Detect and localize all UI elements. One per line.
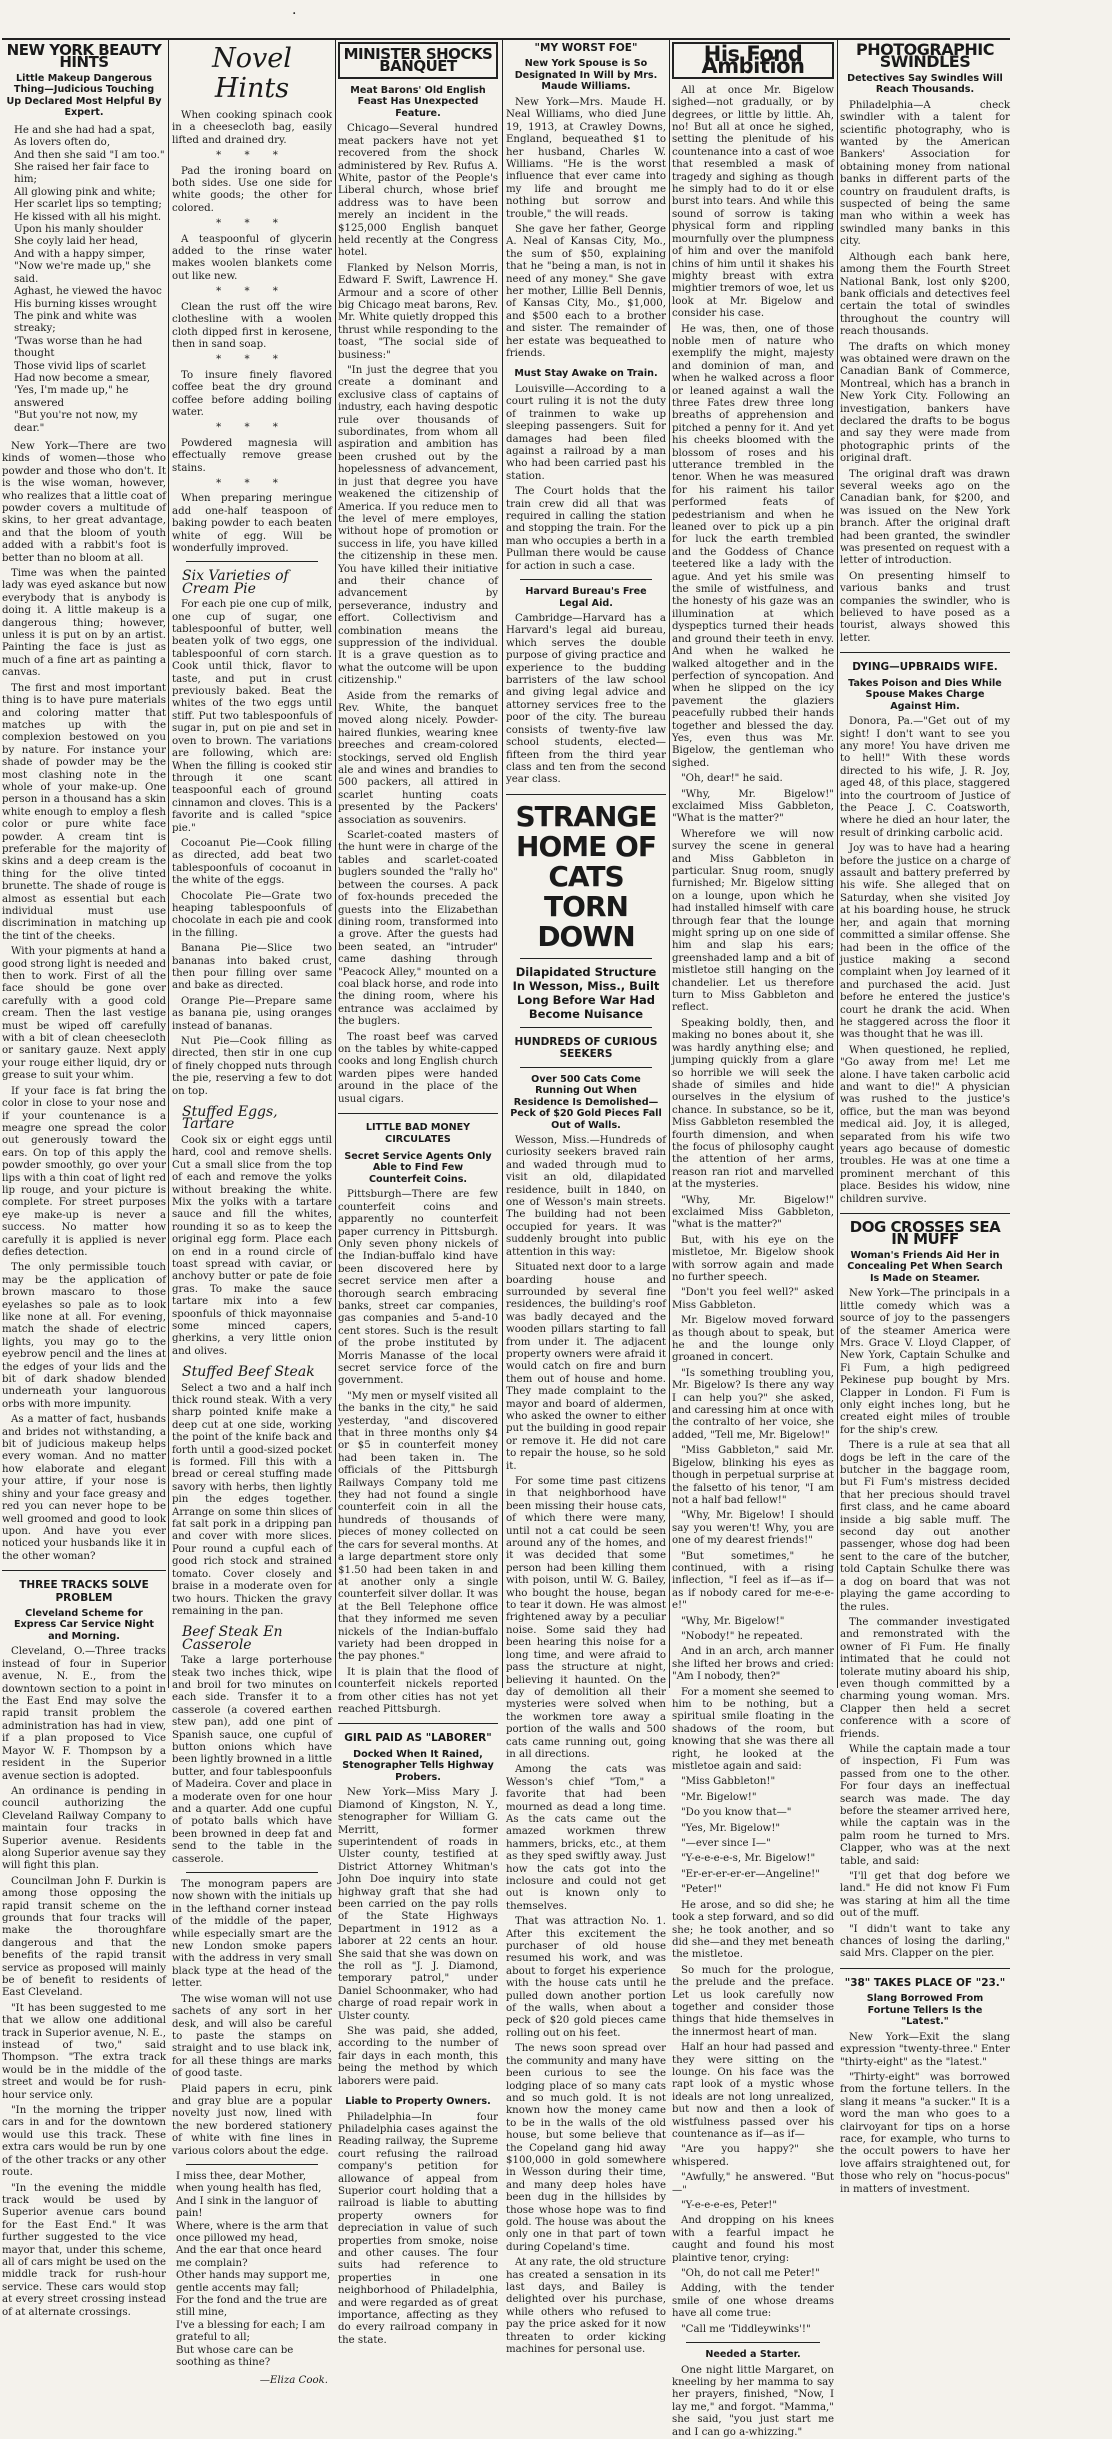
headline-curious-seekers: HUNDREDS OF CURIOUS SEEKERS: [514, 1035, 658, 1061]
story-paragraph: "Mr. Bigelow!": [681, 1791, 757, 1803]
article-paragraph: Among the cats was Wesson's chief "Tom," a favorite that had been mourned as dead a long time. As the cats came out the amazed workmen threw hammers, bricks, etc., at them as they sped swiftly away. Just how the cats got into the inclosure and could not get out is known only to themselves.: [506, 1764, 666, 1912]
article-paragraph: As a matter of fact, husbands and brides not withstanding, a bit of judicious makeup helps every woman. And no matter how elaborate and elegant your attire, if your nose is shiny and your face greasy and red you can never hope to be well groomed and good to look upon. And have you ever noticed your husbands like it in the other woman?: [2, 1414, 166, 1562]
article-paragraph: She was paid, she added, according to the number of fair days in each month, this being the method by which laborers were paid.: [338, 2026, 498, 2087]
column-3: [338, 40, 498, 2346]
poem-line: But whose care can be soothing as thine?: [176, 2344, 294, 2369]
recipe-paragraph: Orange Pie—Prepare same as banana pie, using oranges instead of bananas.: [172, 995, 332, 1032]
section-rule: [520, 1067, 652, 1068]
stationery-paragraph: The monogram papers are now shown with the initials up in the lefthand corner instead of the middle of the paper, while especially smart are the new London smoke papers with the address in very small black type at the head of the letter.: [172, 1879, 332, 1990]
section-rule: [338, 1113, 498, 1114]
hint-item: Clean the rust off the wire clothesline with a woolen cloth dipped first in kerosene, then in sand soap.: [172, 301, 332, 350]
headline-casserole: Beef Steak En Casserole: [182, 1624, 283, 1653]
beauty-poem: [2, 125, 166, 435]
article-paragraph: New York—There are two kinds of women—those who powder and those who don't. It is the wise woman, however, who realizes that a little coat of powder covers a multitude of skins, to her great advantage, and that the bloom of youth added with a rabbit's foot is better than no bloom at all.: [2, 440, 166, 564]
recipe-paragraph: Cook six or eight eggs until hard, cool and remove shells. Cut a small slice from the top of each and remove the yolks without breaking the white. Mix the yolks with a tartare sauce and fill the whites, rounding it so as to keep the original egg form. Place each on end in a round circle of toast spread with caviar, or anchovy butter or pate de foie gras. To make the sauce tartare mix into a few spoonfuls of thick mayonnaise some minced capers, gherkins, a very little onion and olives.: [172, 1134, 332, 1357]
section-rule: [186, 2164, 318, 2165]
story-paragraph: "Do you know that—": [681, 1807, 792, 1819]
column-1: [2, 40, 166, 2318]
section-rule: [840, 1968, 1010, 1969]
stationery-paragraph: The wise woman will not use sachets of any sort in her desk, and will also be careful to paste the stamps on straight and to use black ink, for all these things are marks of good taste.: [172, 1993, 332, 2080]
section-rule: [338, 1723, 498, 1724]
story-paragraph: "Peter!": [681, 1884, 722, 1896]
hint-item: To insure finely flavored coffee beat the dry ground coffee before adding boiling water.: [172, 369, 332, 418]
poem-line: Her scarlet lips so tempting;: [14, 199, 162, 211]
article-paragraph: Scarlet-coated masters of the hunt were in charge of the tables and scarlet-coated buglers sounded the "rally ho" between the courses. A pack of fox-hounds preceded the guests into the Elizabethan dining room, transformed into a grove. After the guests had been seated, an "intruder" came dashing through "Peacock Alley," mounted on a coal black horse, and rode into the dining room, where his entrance was acclaimed by the buglers.: [338, 830, 498, 1028]
poem-line: She raised her fair face to him;: [14, 162, 149, 186]
article-paragraph: Aside from the remarks of Rev. White, the banquet moved along nicely. Powder-haired flunkies, wearing knee breeches and cream-colored stockings, served old English ale and wines and brandies to 500 packers, all attired in scarlet hunting coats presented by the Packers' association as souvenirs.: [338, 690, 498, 826]
star-divider: * * *: [216, 286, 288, 298]
article-paragraph: New York—Miss Mary J. Diamond of Kingston, N. Y., stenographer for William G. Merritt, former superintendent of roads in Ulster county, testified at District Attorney Whitman's John Doe inquiry into state highway graft that she had been carried on the pay rolls of the State Highways Department in 1912 as a laborer at 22 cents an hour. She said that she was down on the roll as "J. J. Diamond, temporary patrol," under Daniel Schoonmaker, who had charge of road repair work in Ulster county.: [338, 1787, 498, 2022]
poem-line: Those vivid lips of scarlet: [14, 360, 146, 372]
article-paragraph: Donora, Pa.—"Get out of my sight! I don't want to see you any more! You have driven me to hell!" With these words directed to his wife, J. R. Joy, aged 48, of this place, staggered into the courtroom of Justice of the Peace J. C. Coatsworth, where he died an hour later, the result of drinking carbolic acid.: [840, 716, 1010, 839]
star-divider: * * *: [216, 218, 288, 230]
story-paragraph: "Y-e-e-e-es, Peter!": [681, 2200, 778, 2212]
stationery-paragraph: Plaid papers in ecru, pink and gray blue are a popular novelty just now, lined with the new bordered stationery of white with fine lines in various colors about the edge.: [172, 2083, 332, 2157]
article-paragraph: The drafts on which money was obtained were drawn on the Canadian Bank of Commerce, Montreal, which has a branch in New York City. Following an investigation, bankers have declared the drafts to be bogus and say they were made from photographic prints of the original draft.: [840, 341, 1010, 465]
story-paragraph: Adding, with the tender smile of one whose dreams have all come true:: [672, 2283, 834, 2320]
deck-slang: Slang Borrowed From Fortune Tellers Is the "Latest.": [866, 1993, 984, 2028]
section-rule: [840, 1213, 1010, 1214]
poem-line: Other hands may support me, gentle accents may fall;: [176, 2270, 331, 2294]
article-paragraph: Pittsburgh—There are few counterfeit coins and apparently no counterfeit paper currency in Pittsburgh. Only seven phony nickels of the Indian-buffalo kind have been discovered here by secret service men after a thorough search embracing banks, street car companies, gas companies and 5-and-10 cent stores. Such is the result of the probe instituted by Morris Manasse of the local secret service force of the government.: [338, 1189, 498, 1387]
story-paragraph: So much for the prologue, the prelude and the preface. Let us look carefully now together and consider those things that hide themselves in the innermost heart of man.: [672, 1964, 834, 2038]
recipe-paragraph: Chocolate Pie—Grate two heaping tablespoonfuls of chocolate in each pie and cook in the filling.: [172, 890, 332, 939]
hint-item: Powdered magnesia will effectually remove grease stains.: [172, 437, 332, 474]
recipe-paragraph: Cocoanut Pie—Cook filling as directed, add beat two tablespoonfuls of cocoanut in the white of the eggs.: [172, 837, 332, 887]
column-6: [840, 40, 1010, 2195]
story-paragraph: "Oh, dear!" he said.: [681, 773, 783, 785]
headline-box: [672, 42, 834, 79]
article-paragraph: Philadelphia—In four Philadelphia cases against the Reading railway, the Supreme court refusing the railroad company's petition for allowance of appeal from Superior court holding that a railroad is liable to abutting property owners for depreciation in value of such properties from smoke, noise and other causes. The four suits had reference to properties in one neighborhood of Philadelphia, and were regarded as of great importance, affecting as they do every railroad company in the state.: [338, 2111, 498, 2346]
story-paragraph: "Miss Gabbleton!": [681, 1776, 776, 1788]
article-paragraph: The original draft was drawn several weeks ago on the Canadian bank, for $200, and was issued on the New York branch. After the original draft had been granted, the swindler was presented on request with a letter of introduction.: [840, 468, 1010, 567]
story-paragraph: Speaking boldly, then, and making no bones about it, she was hardly anything else; and jumping quickly from a glare so horrible we will seek the shade of similes and hide ourselves in the elysium of chance. In substance, so be it, Miss Gabbleton resembled the fourth dimension, and when the focus of philosophy caught the attention of her arms, reason ran riot and marvelled at the mysteries.: [672, 1017, 834, 1191]
story-paragraph: For a moment she seemed to him to be nothing, but a spiritual smile floating in the shadows of the room, but knowing that she was there all right, he looked at the mistletoe again and said:: [672, 1686, 834, 1773]
headline-stuffed-beef-steak: Stuffed Beef Steak: [182, 1364, 315, 1381]
section-rule: [186, 561, 318, 562]
deck-cats: Over 500 Cats Come Running Out When Residence Is Demolished—Peck of $20 Gold Pieces Fall Out of Walls.: [510, 1073, 662, 1131]
article-paragraph: She gave her father, George A. Neal of Kansas City, Mo., the sum of $50, explaining that he "being a man, is not in need of any money." She gave her mother, Lillie Bell Dennis, of Kansas City, Mo., $1,000, and $500 each to a brother and sister. The remainder of her estate was bequeathed to friends.: [506, 223, 666, 360]
poem-line: His burning kisses wrought: [14, 298, 157, 310]
poem-line: Upon his manly shoulder: [14, 224, 144, 236]
story-paragraph: "Why, Mr. Bigelow!" exclaimed Miss Gabbleton, "what is the matter?": [672, 1194, 834, 1231]
article-paragraph: New York—Mrs. Maude H. Neal Williams, who died June 19, 1913, at Crawley Downs, England, bequeathed $1 to her husband, Charles W. Williams. "He is the worst influence that ever came into my life and brought me nothing but sorrow and trouble," the will reads.: [506, 96, 666, 220]
deck-dog: Woman's Friends Aid Her in Concealing Pet When Search Is Made on Steamer.: [847, 1249, 1003, 1284]
recipe-paragraph: Select a two and a half inch thick round steak. With a very sharp pointed knife make a deep cut at one side, working the point of the knife back and forth until a good-sized pocket is formed. Fill this with a bread or cereal stuffing made savory with herbs, then lightly pin the edges together. Arrange on some thin slices of fat salt pork in a dripping pan and cover with more slices. Pour round a cupful each of good rich stock and strained tomato. Cover closely and braise in a moderate oven for two hours. Thicken the gravy remaining in the pan.: [172, 1382, 332, 1617]
story-paragraph: "Is something troubling you, Mr. Bigelow? Is there any way I can help you?" she asked, and caressing him at once with the contralto of her voice, she added, "Tell me, Mr. Bigelow!": [672, 1367, 834, 1441]
article-paragraph: An ordinance is pending in council authorizing the Cleveland Railway Company to maintain four tracks in Superior avenue. Residents along Superior avenue say they will fight this plan.: [2, 1785, 166, 1872]
story-paragraph: "Call me 'Tiddleywinks'!": [681, 2323, 811, 2335]
article-paragraph: "In just the degree that you create a dominant and exclusive class of captains of industry, each having despotic rule over thousands of subordinates, from whom all aspiration and ambition has been crushed out by the hopelessness of advancement, in just that degree you have weakened the citizenship of America. If you reduce men to the level of mere employes, without hope of promotion or success in life, you have killed the citizenship in these men. You have killed their initiative and their chance of advancement by perseverance, industry and effort. Collectivism and combination means the suppression of the individual. It is a grave question as to what the outcome will be upon citizenship.": [338, 365, 498, 687]
column-4: [506, 40, 666, 2356]
poem-line: Had now become a smear,: [14, 372, 150, 384]
section-rule: [520, 1027, 652, 1028]
story-paragraph: "—ever since I—": [681, 1838, 771, 1850]
headline-beauty-hints: NEW YORK BEAUTY HINTS: [6, 41, 162, 72]
poem-line: The pink and white was streaky;: [14, 310, 137, 335]
recipe-paragraph: Banana Pie—Slice two bananas into baked crust, then pour filling over same and bake as directed.: [172, 943, 332, 992]
story-paragraph: "Miss Gabbleton," said Mr. Bigelow, blinking his eyes as though in perpetual surprise at the falsetto of his tenor, "I am not a half bad fellow!": [672, 1445, 834, 1506]
column-divider: [837, 40, 838, 1688]
deck-three-tracks: Cleveland Scheme for Express Car Service Night and Morning.: [13, 1607, 155, 1642]
deck-worst-foe: New York Spouse is So Designated In Will by Mrs. Maude Williams.: [514, 58, 658, 93]
headline-38-takes-place: "38" TAKES PLACE OF "23.": [844, 1976, 1006, 1989]
deck-beauty-hints: Little Makeup Dangerous Thing—Judicious Touching Up Declared Most Helpful By Expert.: [6, 72, 162, 119]
article-paragraph: "In the morning the tripper cars in and for the downtown would use this track. These extra cars would be run by one of the other tracks or any other route.: [2, 2105, 166, 2179]
story-paragraph: Half an hour had passed and they were sitting on the lounge. On his face was the rapt look of a mystic whose ideals are not long unrealized, but now and then a look of wistfulness passed over his countenance as if—as if—: [672, 2042, 834, 2140]
article-paragraph: While the captain made a tour of inspection, Fi Fum was passed from one to the other. For four days an ineffectual search was made. The day before the steamer arrived here, while the captain was in the palm room he turned to Mrs. Clapper, who was at the next table, and said:: [840, 1743, 1010, 1867]
subhead-stay-awake: Must Stay Awake on Train.: [514, 368, 658, 380]
story-paragraph: "Why, Mr. Bigelow! I should say you weren't! Why, you are one of my dearest friends!": [672, 1510, 834, 1547]
poem-line: She coyly laid her head,: [14, 236, 139, 248]
article-paragraph: The first and most important thing is to have pure materials and coloring matter that matches up with the complexion bestowed on you by nature. For instance your shade of powder may be the most clashing note in the whole of your make-up. One person in a thousand has a skin white enough to employ a flesh color or pure white face powder. A cream tint is preferable for the majority of skins and a deep cream is the thing for the olive tinted brunette. The shade of rouge is almost as essential but each individual must use discrimination in matching up the tint of the cheeks.: [2, 682, 166, 942]
story-paragraph: "Why, Mr. Bigelow!": [681, 1615, 785, 1627]
article-paragraph: Cambridge—Harvard has a Harvard's legal aid bureau, which serves the double purpose of giving practice and experience to the budding barristers of the law school and giving legal advice and attorney services free to the poor of the city. The bureau consists of twenty-five law school students, elected—fifteen from the third year class and ten from the second year class.: [506, 613, 666, 786]
recipe-paragraph: Nut Pie—Cook filling as directed, then stir in one cup of finely chopped nuts through the pie, reserving a few to dot on top.: [172, 1036, 332, 1097]
column-2: [172, 40, 332, 2387]
poem-line: 'Twas worse than he had thought: [14, 335, 143, 360]
article-paragraph: There is a rule at sea that all dogs be left in the care of the butcher in the baggage room, but Fi Fum's mistress decided that her precious should travel first class, and he came aboard inside a big sable muff. The second day out another passenger, whose dog had been sent to the care of the butcher, told Captain Schulke there was a dog on board that was not playing the game according to the rules.: [840, 1440, 1010, 1613]
article-paragraph: Joy was to have had a hearing before the justice on a charge of assault and battery preferred by his wife. She alleged that on Saturday, when she visited Joy at his boarding house, he struck her, and again that morning committed a similar offense. She had been in the office of the justice making a second complaint when Joy learned of it and purchased the acid. Just before he entered the justice's court he drank the acid. When he staggered across the floor it was thought that he was ill.: [840, 843, 1010, 1041]
story-paragraph: And dropping on his knees with a fearful impact he caught and found his most plaintive tenor, crying:: [672, 2215, 834, 2264]
star-divider: * * *: [216, 150, 288, 162]
headline-novel-hints: Novel Hints: [212, 43, 292, 104]
article-paragraph: Situated next door to a large boarding house and surrounded by several fine residences, the building's roof was badly decayed and the wooden pillars starting to fall from under it. The adjacent property owners were afraid it would catch on fire and burn them out of house and home. They made complaint to the mayor and board of aldermen, who asked the owner to either put the building in good repair or remove it. He did not care to repair the house, so he sold it.: [506, 1262, 666, 1472]
deck-bad-money: Secret Service Agents Only Able to Find Few Counterfeit Coins.: [344, 1150, 492, 1185]
article-paragraph: Councilman John F. Durkin is among those opposing the rapid transit scheme on the grounds that four tracks will make the thoroughfare dangerous and that the benefits of the rapid transit service as proposed will mainly be of benefit to residents of East Cleveland.: [2, 1875, 166, 1999]
headline-photographic-swindles: PHOTOGRAPHIC SWINDLES: [856, 40, 994, 72]
hint-item: Pad the ironing board on both sides. Use one side for white goods; the other for colored.: [172, 165, 332, 214]
article-paragraph: "I'll get that dog before we land." He did not know Fi Fum was staring at him all the time out of the muff.: [840, 1871, 1010, 1920]
subhead-harvard: Harvard Bureau's Free Legal Aid.: [525, 586, 647, 609]
article-paragraph: Although each bank here, among them the Fourth Street National Bank, lost only $200, bank officials and detectives feel certain the total of swindles throughout the country will reach thousands.: [840, 251, 1010, 338]
article-paragraph: "It has been suggested to me that we allow one additional track in Superior avenue, N. E., instead of two," said Thompson. "The extra track would be in the middle of the street and would be for rush-hour service only.: [2, 2002, 166, 2101]
article-paragraph: The Court holds that the train crew did all that was required in calling the station and stopping the train. For the man who occupies a berth in a Pullman there would be cause for action in such a case.: [506, 486, 666, 572]
poem-line: All glowing pink and white;: [14, 186, 156, 198]
poem-line: Where, where is the arm that once pillowed my head,: [176, 2220, 329, 2244]
column-divider: [168, 40, 169, 1688]
deck-girl-paid: Docked When It Rained, Stenographer Tells Highway Probers.: [342, 1748, 494, 1783]
headline-strange-home-of-cats: STRANGE HOME OF CATS TORN DOWN: [515, 799, 657, 953]
section-rule: [840, 652, 1010, 653]
section-rule: [506, 794, 666, 795]
headline-worst-foe: "MY WORST FOE": [534, 42, 638, 54]
headline-dying-upbraids-wife: DYING—UPBRAIDS WIFE.: [852, 661, 998, 674]
article-paragraph: "In the evening the middle track would be used by Superior avenue cars bound for the East End." It was further suggested to the vice mayor that, under this scheme, all of cars might be used on the middle track for rush-hour service. These cars would stop at every street crossing instead of at alternate crossings.: [2, 2182, 166, 2318]
poem-line: He kissed with all his might.: [14, 211, 162, 223]
star-divider: * * *: [216, 422, 288, 434]
poem-line: And I sink in the languor of pain!: [176, 2195, 318, 2220]
article-paragraph: One night little Margaret, on kneeling by her mamma to say her prayers, finished, "Now, I lay me," and forgot. "Mamma," she said, "you just start me and I can go a-whizzing.": [672, 2364, 834, 2438]
story-paragraph: He arose, and so did she; he took a step forward, and so did she; he took another, and so did she—and they met beneath the mistletoe.: [672, 1899, 834, 1961]
story-paragraph: "Why, Mr. Bigelow!" exclaimed Miss Gabbleton, "What is the matter?": [672, 788, 834, 825]
story-paragraph: "Yes, Mr. Bigelow!": [681, 1822, 781, 1834]
recipe-paragraph: Take a large porterhouse steak two inches thick, wipe and broil for two minutes on each side. Transfer it to a casserole (a covered earthen stew pan), add one pint of Spanish sauce, one cupful of button onions which have been lightly browned in a little butter, and four tablespoonfuls of Madeira. Cover and place in a moderate oven for one hour and a quarter. Add one cupful of potato balls which have been browned in deep fat and send to the table in the casserole.: [172, 1655, 332, 1865]
column-divider: [502, 40, 503, 1688]
deck-dilapidated: Dilapidated Structure In Wesson, Miss., Built Long Before War Had Become Nuisance: [512, 964, 660, 1021]
headline-three-tracks: THREE TRACKS SOLVE PROBLEM: [19, 1579, 149, 1604]
section-rule: [2, 1570, 166, 1571]
article-paragraph: On presenting himself to various banks and trust companies the swindler, who is believed to have posed as a tourist, always showed this letter.: [840, 570, 1010, 644]
headline-stuffed-eggs: Stuffed Eggs, Tartare: [182, 1104, 278, 1133]
subhead-liable: Liable to Property Owners.: [345, 2096, 491, 2108]
headline-girl-paid: GIRL PAID AS "LABORER": [344, 1732, 492, 1745]
poem-line: And the ear that once heard me complain?: [176, 2245, 322, 2269]
hint-item: When preparing meringue add one-half teaspoon of baking powder to each beaten white of egg. Will be wonderfully improved.: [172, 493, 332, 554]
poem-line: "But you're not now, my dear.": [14, 410, 138, 434]
hint-item: When cooking spinach cook in a cheesecloth bag, easily lifted and drained dry.: [172, 110, 332, 146]
hint-item: A teaspoonful of glycerin added to the rinse water makes woolen blankets come out like new.: [172, 233, 332, 282]
poem-signature: —Eliza Cook.: [259, 2375, 328, 2387]
poem-line: 'Yes, I'm made up," he answered: [14, 385, 129, 409]
story-paragraph: "Er-er-er-er-er—Angeline!": [681, 1868, 820, 1880]
column-divider: [335, 40, 336, 1688]
headline-his-fond-ambition: His Fond Ambition: [701, 42, 805, 79]
article-paragraph: Cleveland, O.—Three tracks instead of four in Superior avenue, N. E., from the downtown section to a point in the East End may solve the rapid transit problem the administration has had in view, if a plan proposed to Vice Mayor W. F. Thompson by a resident in the Superior avenue section is adopted.: [2, 1646, 166, 1782]
story-paragraph: But, with his eye on the mistletoe, Mr. Bigelow shook with sorrow again and made no further speech.: [672, 1234, 834, 1283]
story-paragraph: He was, then, one of those noble men of nature who exemplify the might, majesty and dominion of man, and when he walked across a floor or leaned against a wall the three Fates drew three long breaths of apprehension and pitched a penny for it. And yet his cheeks bloomed with the blossom of roses and his utterance trembled in the tenor. When he was measured for his raiment his tailor performed feats of pedestrianism and when he leaned over to pick up a pin for luck the earth trembled and the Goddess of Chance teetered like a lady with the ague. And yet his smile was the smile of wistfulness, and the honesty of his gaze was an illumination at which dyspeptics turned their heads and ground their teeth in envy. And when he walked he walked altogether and in the perfection of syncopation. And when he slipped on the icy pavement the glaziers peacefully rubbed their hands together and blessed the day. Yes, even thus was Mr. Bigelow, the gentleman who sighed.: [672, 323, 834, 769]
article-paragraph: Louisville—According to a court ruling it is not the duty of trainmen to wake up sleeping passengers. Suit for damages had been filed against a railroad by a man who had been carried past his station.: [506, 383, 666, 482]
article-paragraph: If your face is fat bring the color in close to your nose and if your countenance is a meagre one spread the color out generously toward the ears. On top of this apply the powder smoothly, go over your lips with a thin coat of light red lip rouge, and your picture is complete. For street purposes eye make-up is never a success. No matter how carefully it is applied is never defies detection.: [2, 1085, 166, 1258]
story-paragraph: "Awfully," he answered. "But—": [672, 2172, 834, 2196]
section-rule: [520, 958, 652, 959]
column-5: [672, 40, 834, 2438]
story-paragraph: "Don't you feel well?" asked Miss Gabbleton.: [672, 1287, 834, 1311]
article-paragraph: The only permissible touch may be the application of brown mascaro to those eyelashes so pale as to look like none at all. For evening, match the shade of electric lights, you may go to the eyebrow pencil and the lines at the edges of your lids and the bit of dark shadow blended underneath your languorous orbs with more impunity.: [2, 1262, 166, 1410]
print-speck: ·: [292, 6, 297, 22]
article-paragraph: New York—Exit the slang expression "twenty-three." Enter "thirty-eight" as the "latest.": [840, 2031, 1010, 2068]
article-paragraph: For some time past citizens in that neighborhood have been missing their house cats, of which there were many, until not a cat could be seen around any of the homes, and it was decided that some person had been killing them with poison, until W. G. Bailey, who bought the house, began to tear it down. He was almost frightened away by a peculiar noise. Some said they had been hearing this noise for a long time, and were afraid to pass the structure at night, believing it haunted. On the day of demolition all their mysteries were solved when the workmen tore away a portion of the walls and 500 cats came running out, going in all directions.: [506, 1476, 666, 1760]
article-paragraph: "Thirty-eight" was borrowed from the fortune tellers. In the slang it means "a sucker." It is a word the man who goes to a clairvoyant for tips on a horse race, for example, who turns to the occult powers to have her love affairs straightened out, for those who rely on "hocus-pocus" in matters of investment.: [840, 2072, 1010, 2195]
story-paragraph: "Are you happy?" she whispered.: [672, 2144, 834, 2168]
article-paragraph: The news soon spread over the community and many have been curious to see the lodging place of so many cats and so much gold. It is not known how the money came to be in the walls of the old house, but some believe that the Copeland gang hid away $100,000 in gold somewhere in Wesson during their time, and many deep holes have been dug in the hillsides by those whose hope was to find gold. The house was about the only one in that part of town during Copeland's time.: [506, 2043, 666, 2253]
poem-line: He and she had had a spat,: [14, 124, 155, 136]
deck-dying: Takes Poison and Dies While Spouse Makes Charge Against Him.: [848, 677, 1002, 712]
headline-bad-money: LITTLE BAD MONEY CIRCULATES: [365, 1122, 471, 1146]
column-divider: [669, 40, 670, 1688]
headline-box: [338, 42, 498, 79]
article-paragraph: "My men or myself visited all the banks in the city," he said yesterday, "and discovered that in three months only $4 or $5 in counterfeit money had been taken in. The officials of the Pittsburgh Railways Company told me they had not found a single counterfeit coin in all the hundreds of thousands of pieces of money collected on the cars for several months. At a large department store only $1.50 had been taken in and at another only a single counterfeit silver dollar. It was at the Bell Telephone office that they informed me seven nickels of the Indian-buffalo variety had been dropped in the pay phones.": [338, 1390, 498, 1663]
article-paragraph: When questioned, he replied, "Go away from me! Let me alone. I have taken carbolic acid and want to die!" A physician was rushed to the justice's office, but the man was beyond medical aid. Joy, it is alleged, separated from his wife two years ago because of domestic troubles. He was at one time a prominent merchant of this place. Besides his widow, nine children survive.: [840, 1044, 1010, 1205]
story-paragraph: "But sometimes," he continued, with a rising inflection, "I feel as if—as if—as if nobody cared for me-e-e-e!": [672, 1550, 834, 1612]
article-paragraph: "I didn't want to take any chances of losing the darling," said Mrs. Clapper on the pier.: [840, 1923, 1010, 1960]
poem-line: As lovers often do,: [14, 137, 111, 149]
article-paragraph: Flanked by Nelson Morris, Edward F. Swift, Lawrence H. Armour and a score of other big Chicago meat barons, Rev. Mr. White quietly dropped this thrust while responding to the toast, "The social side of business:": [338, 262, 498, 361]
article-paragraph: With your pigments at hand a good strong light is needed and then to work. First of all the face should be gone over carefully with a good cold cream. Then the last vestige must be wiped off carefully with a bit of clean cheesecloth or sanitary gauze. Next apply your rouge either liquid, dry or grease to suit your whim.: [2, 946, 166, 1082]
mother-poem: [172, 2171, 332, 2370]
poem-line: I miss thee, dear Mother, when young health has fled,: [176, 2170, 322, 2195]
star-divider: * * *: [216, 477, 288, 489]
headline-minister-shocks-banquet: MINISTER SHOCKS BANQUET: [343, 45, 493, 76]
article-paragraph: At any rate, the old structure has created a sensation in its last days, and Bailey is delighted over his purchase, while others who refused to pay the price asked for it now threaten to order kicking machines for personal use.: [506, 2257, 666, 2356]
subhead-needed-starter: Needed a Starter.: [705, 2349, 801, 2361]
story-paragraph: "Y-e-e-e-e-s, Mr. Bigelow!": [681, 1853, 816, 1865]
story-paragraph: "Nobody!" he repeated.: [681, 1630, 803, 1642]
section-rule: [186, 1872, 318, 1873]
poem-line: I've a blessing for each; I am grateful to all;: [176, 2319, 326, 2344]
deck-swindles: Detectives Say Swindles Will Reach Thousands.: [847, 72, 1003, 96]
star-divider: * * *: [216, 354, 288, 366]
poem-line: "Now we're made up," she said.: [14, 261, 151, 285]
story-paragraph: "Oh, do not call me Peter!": [681, 2268, 820, 2280]
recipe-paragraph: For each pie one cup of milk, one cup of sugar, one tablespoonful of butter, well beaten yolk of two eggs, one tablespoonful of corn starch. Cook until thick, flavor to taste, and put in crust previously baked. Beat the whites of the two eggs until stiff. Put two tablespoonfuls of sugar in, put on pie and set in oven to brown. The variations are following, which are: When the filling is cooked stir through it one scant teaspoonful each of ground cinnamon and cloves. This is a favorite and is called "spice pie.": [172, 599, 332, 834]
story-paragraph: Mr. Bigelow moved forward as though about to speak, but he and the lounge only groaned in concert.: [672, 1315, 834, 1364]
article-paragraph: The commander investigated and remonstrated with the owner of Fi Fum. He finally intimated that he could not tolerate mutiny aboard his ship, even though committed by a charming young woman. Mrs. Clapper then held a secret conference with a score of friends.: [840, 1616, 1010, 1740]
poem-line: And then she said "I am too.": [14, 149, 165, 161]
headline-cream-pie: Six Varieties of Cream Pie: [182, 568, 289, 597]
article-paragraph: Philadelphia—A check swindler with a talent for scientific photography, who is wanted by the American Bankers' Association for obtaining money from national banks in different parts of the country on fraudulent drafts, is suspected of being the same man who within a week has swindled many banks in this city.: [840, 99, 1010, 248]
headline-dog-crosses-sea: DOG CROSSES SEA IN MUFF: [849, 1218, 1001, 1249]
story-paragraph: Wherefore we will now survey the scene in general and Miss Gabbleton in particular. Snug room, snugly furnished; Mr. Bigelow sitting on a lounge, upon which he had installed himself with care through fear that the lounge might spring up on one side of him and slap his ears; greenshaded lamp and a bit of mistletoe still hanging on the chandelier. Let us therefore turn to Miss Gabbleton and reflect.: [672, 828, 834, 1014]
article-paragraph: That was attraction No. 1. After this excitement the purchaser of old house resumed his work, and was about to forget his experience with the house cats until he pulled down another portion of the walls, when about a peck of $20 gold pieces came rolling out on his feet.: [506, 1916, 666, 2039]
article-paragraph: The roast beef was carved on the tables by white-capped cooks and long English church warden pipes were handed around in the place of the usual cigars.: [338, 1031, 498, 1105]
article-paragraph: Wesson, Miss.—Hundreds of curiosity seekers braved rain and waded through mud to visit an old, dilapidated residence, built in 1840, on one of Wesson's main streets. The building had not been occupied for years. It was suddenly brought into public attention in this way:: [506, 1135, 666, 1258]
poem-line: For the fond and the true are still mine,: [176, 2295, 327, 2319]
section-rule: [520, 579, 652, 580]
story-paragraph: And in an arch, arch manner she lifted her brows and cried: "Am I nobody, then?": [672, 1646, 834, 1683]
article-paragraph: Time was when the painted lady was eyed askance but now everybody that is anybody is doing it. A little makeup is a dangerous thing; however, unless it is put on by an artist. Painting the face is just as much of a fine art as painting a canvas.: [2, 568, 166, 679]
deck-minister: Meat Barons' Old English Feast Has Unexpected Feature.: [350, 84, 486, 119]
section-rule: [686, 2342, 820, 2343]
article-paragraph: Chicago—Several hundred meat packers have not yet recovered from the shock administered by Rev. Rufus A. White, pastor of the People's Liberal church, whose brief address was to have been merely an incident in the $125,000 English banquet held recently at the Congress hotel.: [338, 123, 498, 259]
poem-line: Aghast, he viewed the havoc: [14, 286, 162, 298]
article-paragraph: It is plain that the flood of counterfeit nickels reported from other cities has not yet reached Pittsburgh.: [338, 1666, 498, 1715]
poem-line: And with a happy simper,: [14, 248, 146, 260]
article-paragraph: New York—The principals in a little comedy which was a source of joy to the passengers of the steamer America were Mrs. Grace V. Lloyd Clapper, of New York, Captain Schulke and Fi Fum, a high pedigreed Pekinese pup bought by Mrs. Clapper in London. Fi Fum is only eight inches long, but he created eight miles of trouble for the ship's crew.: [840, 1288, 1010, 1436]
story-paragraph: All at once Mr. Bigelow sighed—not gradually, or by degrees, or little by little. Ah, no! But all at once he sighed, setting the plenitude of his countenance into a cast of woe that resembled a mask of tragedy and sighing as though he simply had to do it or else burst into tears. And while this sound of sorrow is taking physical form and rippling mournfully over the plumpness of him and over the manifold chins of him until it shakes his mighty breast with extra mightier tremors of woe, let us look at Mr. Bigelow and consider his case.: [672, 84, 834, 320]
